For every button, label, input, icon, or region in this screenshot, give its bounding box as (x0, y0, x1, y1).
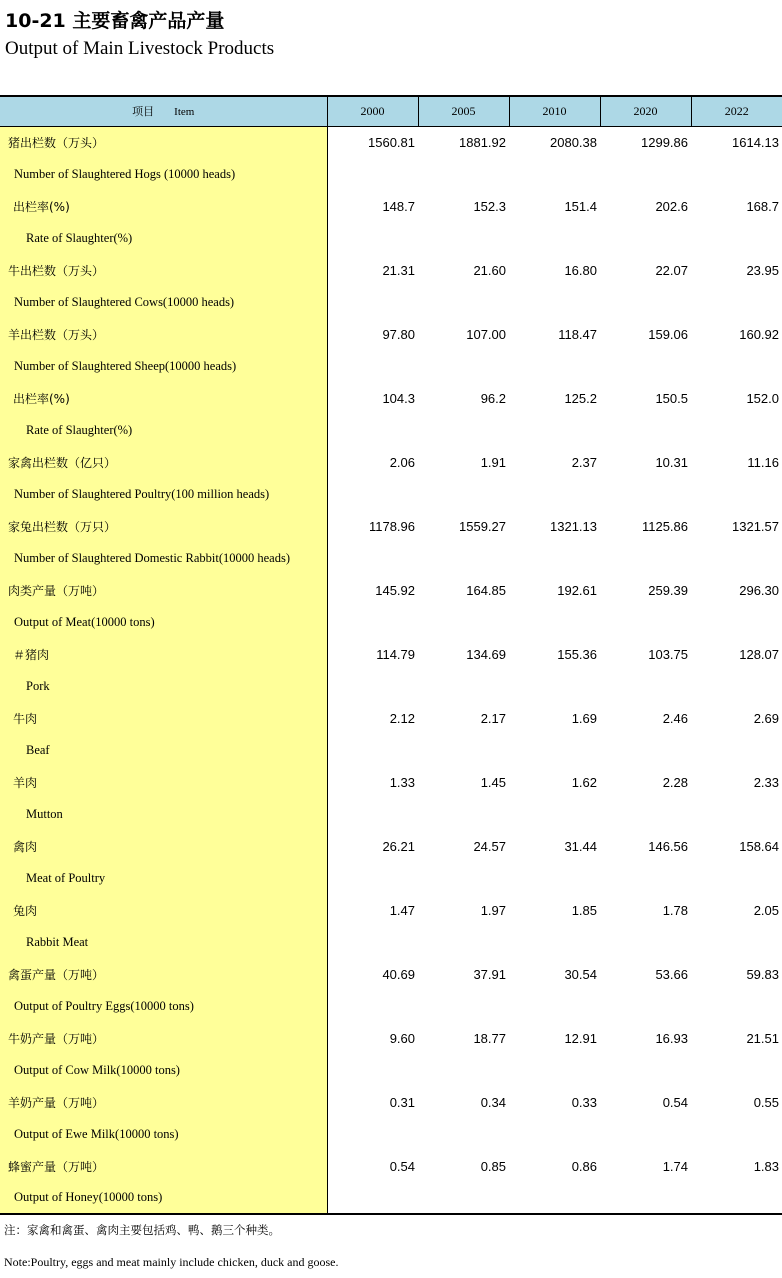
empty-cell (509, 670, 600, 702)
empty-cell (418, 286, 509, 318)
row-label-chinese: 牛奶产量（万吨） (0, 1022, 327, 1054)
value-cell: 192.61 (557, 582, 597, 598)
empty-cell (509, 1182, 600, 1214)
empty-cell (600, 1054, 691, 1086)
empty-cell (327, 286, 418, 318)
empty-cell (691, 862, 782, 894)
empty-cell (418, 734, 509, 766)
row-label-chinese: 蜂蜜产量（万吨） (0, 1150, 327, 1182)
row-label-english: Output of Poultry Eggs(10000 tons) (0, 990, 327, 1022)
value-cell: 114.79 (376, 646, 415, 662)
row-label-english: Rabbit Meat (0, 926, 327, 958)
empty-cell (327, 670, 418, 702)
empty-cell (327, 350, 418, 382)
value-cell: 40.69 (382, 966, 415, 982)
header-year-label: 2000 (360, 103, 385, 118)
row-label-english: Number of Slaughtered Poultry(100 million heads) (0, 478, 327, 510)
value-cell: 259.39 (648, 582, 688, 598)
empty-cell (509, 414, 600, 446)
value-cell: 21.51 (746, 1030, 779, 1046)
value-cell: 159.06 (648, 326, 688, 342)
empty-cell (691, 414, 782, 446)
empty-cell (327, 158, 418, 190)
table-row-chinese (0, 510, 782, 542)
value-cell: 152.3 (473, 198, 506, 214)
empty-cell (327, 478, 418, 510)
table-row-english (0, 670, 782, 702)
value-cell: 2.17 (480, 710, 506, 726)
row-label-chinese: ＃猪肉 (0, 638, 327, 670)
table-row-chinese (0, 126, 782, 158)
table-row-chinese (0, 638, 782, 670)
value-cell: 0.34 (480, 1094, 506, 1110)
value-cell: 103.75 (648, 646, 688, 662)
empty-cell (418, 798, 509, 830)
table-row-english (0, 222, 782, 254)
empty-cell (600, 222, 691, 254)
empty-cell (418, 478, 509, 510)
table-row-english (0, 862, 782, 894)
value-cell: 128.07 (739, 646, 779, 662)
empty-cell (327, 734, 418, 766)
value-cell: 0.55 (753, 1094, 779, 1110)
empty-cell (600, 926, 691, 958)
value-cell: 160.92 (739, 326, 779, 342)
table-row-english (0, 734, 782, 766)
value-cell: 152.0 (746, 390, 779, 406)
value-cell: 16.80 (564, 262, 597, 278)
value-cell: 1321.13 (550, 518, 597, 534)
row-label-english: Mutton (0, 798, 327, 830)
value-cell: 164.85 (466, 582, 506, 598)
value-cell: 296.30 (739, 582, 779, 598)
row-label-chinese: 禽蛋产量（万吨） (0, 958, 327, 990)
row-label-chinese: 出栏率(%) (0, 190, 327, 222)
header-year-label: 2010 (542, 103, 567, 118)
value-cell: 150.5 (655, 390, 688, 406)
table-row-chinese (0, 1150, 782, 1182)
empty-cell (509, 606, 600, 638)
empty-cell (509, 798, 600, 830)
value-cell: 21.31 (382, 262, 415, 278)
table-header (0, 96, 782, 126)
value-cell: 2.46 (662, 710, 688, 726)
value-cell: 26.21 (382, 838, 415, 854)
table-row-english (0, 606, 782, 638)
table-row-chinese (0, 190, 782, 222)
value-cell: 1614.13 (732, 134, 779, 150)
empty-cell (509, 542, 600, 574)
value-cell: 1.97 (480, 902, 506, 918)
row-label-chinese: 出栏率(%) (0, 382, 327, 414)
table-row-chinese (0, 254, 782, 286)
table-row-chinese (0, 958, 782, 990)
row-label-english: Rate of Slaughter(%) (0, 414, 327, 446)
table-row-english (0, 158, 782, 190)
table-row-english (0, 1118, 782, 1150)
empty-cell (509, 862, 600, 894)
row-label-chinese: 羊奶产量（万吨） (0, 1086, 327, 1118)
table-row-chinese (0, 830, 782, 862)
value-cell: 0.31 (389, 1094, 415, 1110)
row-label-english: Number of Slaughtered Sheep(10000 heads) (0, 350, 327, 382)
empty-cell (691, 286, 782, 318)
value-cell: 2.33 (753, 774, 779, 790)
empty-cell (691, 158, 782, 190)
value-cell: 30.54 (564, 966, 597, 982)
empty-cell (418, 670, 509, 702)
empty-cell (327, 1054, 418, 1086)
value-cell: 0.85 (480, 1158, 506, 1174)
empty-cell (509, 350, 600, 382)
table-row-english (0, 1182, 782, 1214)
value-cell: 1178.96 (368, 518, 415, 534)
header-item (0, 96, 327, 126)
header-year-label: 2005 (451, 103, 476, 118)
empty-cell (600, 1118, 691, 1150)
empty-cell (418, 606, 509, 638)
row-label-english: Output of Meat(10000 tons) (0, 606, 327, 638)
table-title-english: Output of Main Livestock Products (5, 38, 275, 59)
header-year-label: 2022 (724, 103, 749, 118)
empty-cell (600, 1182, 691, 1214)
empty-cell (600, 414, 691, 446)
empty-cell (691, 1182, 782, 1214)
header-item-en: Item (174, 106, 195, 119)
empty-cell (509, 222, 600, 254)
empty-cell (418, 926, 509, 958)
value-cell: 2.69 (753, 710, 779, 726)
value-cell: 202.6 (655, 198, 688, 214)
table-row-chinese (0, 574, 782, 606)
header-item-cn: 项目 (132, 105, 155, 119)
row-label-chinese: 禽肉 (0, 830, 327, 862)
row-label-english: Output of Ewe Milk(10000 tons) (0, 1118, 327, 1150)
header-row (0, 96, 782, 126)
value-cell: 31.44 (564, 838, 597, 854)
value-cell: 168.7 (746, 198, 779, 214)
empty-cell (509, 926, 600, 958)
value-cell: 0.86 (571, 1158, 597, 1174)
empty-cell (691, 798, 782, 830)
empty-cell (600, 990, 691, 1022)
empty-cell (691, 478, 782, 510)
row-label-chinese: 羊出栏数（万头） (0, 318, 327, 350)
empty-cell (418, 1118, 509, 1150)
row-label-english: Pork (0, 670, 327, 702)
empty-cell (418, 1182, 509, 1214)
value-cell: 1.91 (480, 454, 506, 470)
empty-cell (327, 542, 418, 574)
value-cell: 148.7 (382, 198, 415, 214)
row-label-chinese: 兔肉 (0, 894, 327, 926)
livestock-output-table (0, 95, 782, 1215)
empty-cell (600, 798, 691, 830)
header-year (600, 96, 691, 126)
table-body (0, 126, 782, 1214)
table-row-english (0, 542, 782, 574)
empty-cell (600, 862, 691, 894)
row-label-english: Rate of Slaughter(%) (0, 222, 327, 254)
value-cell: 97.80 (382, 326, 415, 342)
footnote-chinese: 注：家禽和禽蛋、禽肉主要包括鸡、鸭、鹅三个种类。 (4, 1223, 280, 1237)
table-row-chinese (0, 894, 782, 926)
value-cell: 125.2 (564, 390, 597, 406)
value-cell: 1.74 (662, 1158, 688, 1174)
empty-cell (600, 478, 691, 510)
footnote-english: Note:Poultry, eggs and meat mainly include chicken, duck and goose. (4, 1255, 339, 1269)
empty-cell (691, 670, 782, 702)
value-cell: 1559.27 (459, 518, 506, 534)
empty-cell (600, 286, 691, 318)
value-cell: 1.69 (571, 710, 597, 726)
value-cell: 2.37 (571, 454, 597, 470)
empty-cell (509, 286, 600, 318)
empty-cell (327, 606, 418, 638)
value-cell: 134.69 (466, 646, 506, 662)
value-cell: 2.06 (389, 454, 415, 470)
table-row-chinese (0, 318, 782, 350)
table-row-english (0, 350, 782, 382)
value-cell: 1560.81 (368, 134, 415, 150)
empty-cell (509, 990, 600, 1022)
value-cell: 1.85 (571, 902, 597, 918)
empty-cell (691, 606, 782, 638)
empty-cell (691, 350, 782, 382)
empty-cell (509, 158, 600, 190)
empty-cell (418, 990, 509, 1022)
empty-cell (418, 862, 509, 894)
value-cell: 151.4 (564, 198, 597, 214)
value-cell: 96.2 (480, 390, 506, 406)
table-row-english (0, 1054, 782, 1086)
value-cell: 18.77 (473, 1030, 506, 1046)
empty-cell (691, 734, 782, 766)
empty-cell (509, 1054, 600, 1086)
empty-cell (600, 542, 691, 574)
row-label-english: Number of Slaughtered Domestic Rabbit(10000 heads) (0, 542, 327, 574)
empty-cell (418, 414, 509, 446)
empty-cell (418, 1054, 509, 1086)
value-cell: 22.07 (655, 262, 688, 278)
row-label-english: Beaf (0, 734, 327, 766)
value-cell: 118.47 (558, 326, 597, 342)
header-year (509, 96, 600, 126)
value-cell: 1125.86 (641, 518, 688, 534)
empty-cell (600, 158, 691, 190)
value-cell: 1.78 (662, 902, 688, 918)
value-cell: 104.3 (382, 390, 415, 406)
row-label-english: Output of Cow Milk(10000 tons) (0, 1054, 327, 1086)
empty-cell (691, 1118, 782, 1150)
row-label-chinese: 牛出栏数（万头） (0, 254, 327, 286)
empty-cell (600, 734, 691, 766)
empty-cell (418, 158, 509, 190)
empty-cell (509, 734, 600, 766)
empty-cell (509, 1118, 600, 1150)
empty-cell (418, 542, 509, 574)
value-cell: 155.36 (557, 646, 597, 662)
value-cell: 2.28 (662, 774, 688, 790)
row-label-english: Output of Honey(10000 tons) (0, 1182, 327, 1214)
empty-cell (691, 990, 782, 1022)
row-label-chinese: 牛肉 (0, 702, 327, 734)
empty-cell (327, 414, 418, 446)
value-cell: 0.54 (389, 1158, 415, 1174)
empty-cell (509, 478, 600, 510)
header-year-label: 2020 (633, 103, 658, 118)
value-cell: 10.31 (655, 454, 688, 470)
table-row-chinese (0, 766, 782, 798)
value-cell: 12.91 (564, 1030, 597, 1046)
value-cell: 1881.92 (459, 134, 506, 150)
value-cell: 16.93 (655, 1030, 688, 1046)
header-year (418, 96, 509, 126)
value-cell: 1.83 (753, 1158, 779, 1174)
value-cell: 53.66 (655, 966, 688, 982)
value-cell: 9.60 (389, 1030, 415, 1046)
empty-cell (327, 798, 418, 830)
value-cell: 1299.86 (641, 134, 688, 150)
row-label-chinese: 肉类产量（万吨） (0, 574, 327, 606)
value-cell: 1.33 (389, 774, 415, 790)
value-cell: 0.54 (662, 1094, 688, 1110)
table-row-english (0, 414, 782, 446)
value-cell: 1.45 (480, 774, 506, 790)
empty-cell (691, 1054, 782, 1086)
empty-cell (691, 542, 782, 574)
empty-cell (600, 606, 691, 638)
value-cell: 37.91 (473, 966, 506, 982)
empty-cell (600, 350, 691, 382)
header-year (691, 96, 782, 126)
table-row-chinese (0, 1086, 782, 1118)
table-row-chinese (0, 446, 782, 478)
table-row-english (0, 478, 782, 510)
empty-cell (327, 222, 418, 254)
table-row-english (0, 990, 782, 1022)
value-cell: 11.16 (747, 454, 779, 470)
row-label-chinese: 羊肉 (0, 766, 327, 798)
row-label-chinese: 家禽出栏数（亿只） (0, 446, 327, 478)
value-cell: 146.56 (648, 838, 688, 854)
table-row-english (0, 926, 782, 958)
value-cell: 23.95 (746, 262, 779, 278)
empty-cell (327, 1118, 418, 1150)
header-year (327, 96, 418, 126)
empty-cell (600, 670, 691, 702)
table-title-chinese: 10-21 主要畜禽产品产量 (5, 10, 225, 32)
value-cell: 107.00 (466, 326, 506, 342)
value-cell: 145.92 (375, 582, 415, 598)
value-cell: 0.33 (571, 1094, 597, 1110)
value-cell: 1321.57 (732, 518, 779, 534)
empty-cell (327, 1182, 418, 1214)
table-row-chinese (0, 702, 782, 734)
empty-cell (327, 926, 418, 958)
value-cell: 59.83 (746, 966, 779, 982)
value-cell: 21.60 (473, 262, 506, 278)
row-label-chinese: 家兔出栏数（万只） (0, 510, 327, 542)
value-cell: 2080.38 (550, 134, 597, 150)
value-cell: 1.62 (571, 774, 597, 790)
value-cell: 24.57 (473, 838, 506, 854)
livestock-output-table-container (0, 95, 782, 1215)
table-row-chinese (0, 382, 782, 414)
value-cell: 158.64 (739, 838, 779, 854)
table-row-english (0, 798, 782, 830)
empty-cell (327, 990, 418, 1022)
row-label-english: Number of Slaughtered Cows(10000 heads) (0, 286, 327, 318)
empty-cell (327, 862, 418, 894)
row-label-english: Meat of Poultry (0, 862, 327, 894)
empty-cell (691, 926, 782, 958)
row-label-chinese: 猪出栏数（万头） (0, 126, 327, 158)
table-row-english (0, 286, 782, 318)
empty-cell (418, 222, 509, 254)
value-cell: 1.47 (389, 902, 415, 918)
table-row-chinese (0, 1022, 782, 1054)
value-cell: 2.05 (753, 902, 779, 918)
value-cell: 2.12 (389, 710, 415, 726)
empty-cell (418, 350, 509, 382)
row-label-english: Number of Slaughtered Hogs (10000 heads) (0, 158, 327, 190)
empty-cell (691, 222, 782, 254)
